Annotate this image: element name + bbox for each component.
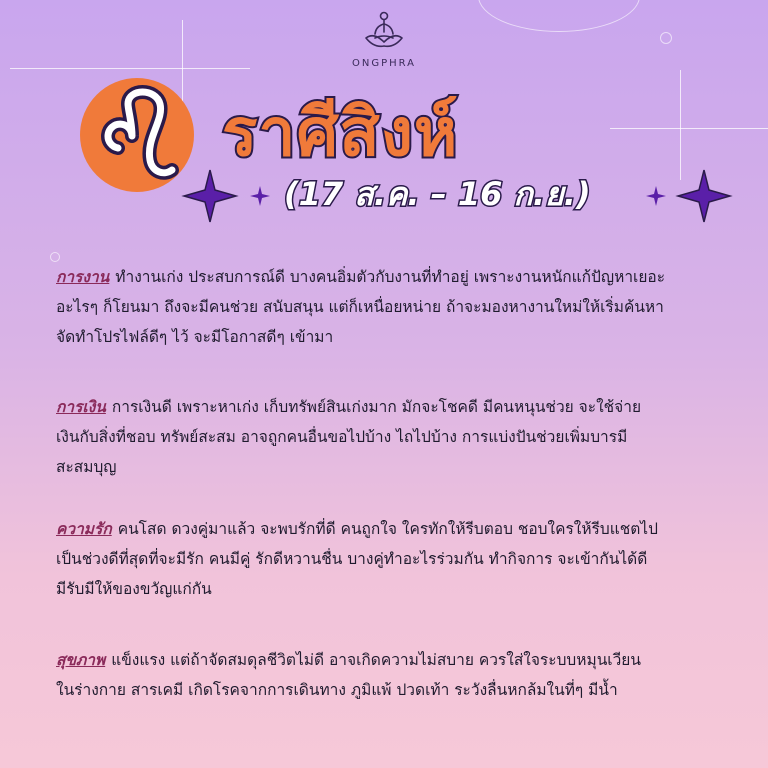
section-line (56, 262, 736, 292)
page-title: ราศีสิงห์ (222, 94, 459, 171)
section-text: การเงินดี เพราะหาเก่ง เก็บทรัพย์สินเก่งมาก มักจะโชคดี มีคนหนุนช่วย จะใช้จ่าย (111, 398, 642, 416)
section-love (56, 514, 736, 604)
section-line: เป็นช่วงดีที่สุดที่จะมีรัก คนมีคู่ รักดีหวานชื่น บางคู่ทำอะไรร่วมกัน ทำกิจการ จะเข้ากันได้ดี (56, 550, 648, 568)
section-line (56, 645, 736, 675)
section-heading: สุขภาพ (56, 651, 106, 669)
section-text: แข็งแรง แต่ถ้าจัดสมดุลชีวิตไม่ดี อาจเกิดความไม่สบาย ควรใส่ใจระบบหมุนเวียน (111, 651, 641, 669)
sparkle-star-icon (184, 170, 236, 222)
sparkle-star-small-icon (250, 186, 270, 206)
section-line: จัดทำโปรไฟล์ดีๆ ไว้ จะมีโอกาสดีๆ เข้ามา (56, 328, 334, 346)
sparkle-star-icon (678, 170, 730, 222)
sparkle-star-small-icon (646, 186, 666, 206)
star-decoration-left (180, 166, 280, 226)
section-line (56, 514, 736, 544)
zodiac-badge (80, 78, 194, 192)
section-line: เงินกับสิ่งที่ชอบ ทรัพย์สะสม อาจถูกคนอื่นขอไปบ้าง ไถไปบ้าง การแบ่งปันช่วยเพิ่มบารมี (56, 428, 628, 446)
section-heading: การงาน (56, 268, 110, 286)
section-line: อะไรๆ ก็โยนมา ถึงจะมีคนช่วย สนับสนุน แต่ก็เหนื่อยหน่าย ถ้าจะมองหางานใหม่ให้เริ่มค้นหา (56, 298, 664, 316)
section-heading: ความรัก (56, 520, 112, 538)
section-work (56, 262, 736, 352)
section-finance (56, 392, 736, 482)
section-line (56, 392, 736, 422)
section-line: สะสมบุญ (56, 458, 117, 476)
star-decoration-right (638, 166, 738, 226)
leo-zodiac-icon (80, 78, 194, 192)
brand-logo (344, 8, 424, 69)
meditation-lotus-icon (362, 8, 406, 52)
section-line: ในร่างกาย สารเคมี เกิดโรคจากการเดินทาง ภูมิแพ้ ปวดเท้า ระวังลื่นหกล้มในที่ๆ มีน้ำ (56, 681, 618, 699)
brand-name: ONGPHRA (351, 58, 417, 69)
section-text: ทำงานเก่ง ประสบการณ์ดี บางคนอิ่มตัวกับงานที่ทำอยู่ เพราะงานหนักแก้ปัญหาเยอะ (115, 268, 666, 286)
date-range: (17 ส.ค. – 16 ก.ย.) (284, 175, 591, 213)
section-text: คนโสด ดวงคู่มาแล้ว จะพบรักที่ดี คนถูกใจ ใครทักให้รีบตอบ ชอบใครให้รีบแชตไป (117, 520, 658, 538)
section-line: มีรับมีให้ของขวัญแก่กัน (56, 580, 212, 598)
section-health (56, 645, 736, 705)
section-heading: การเงิน (56, 398, 106, 416)
